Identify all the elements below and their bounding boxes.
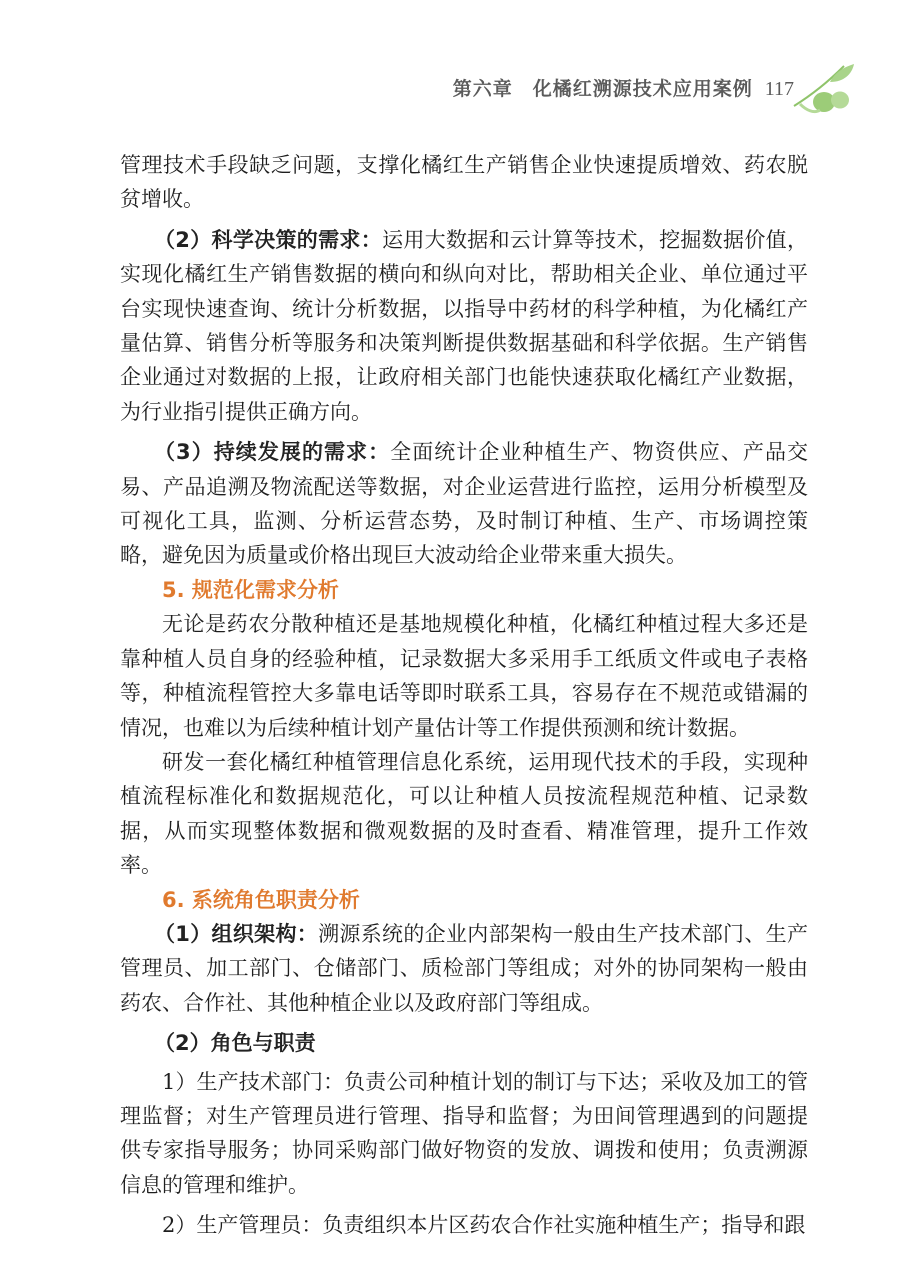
paragraph: 1）生产技术部门：负责公司种植计划的制订与下达；采收及加工的管理监督；对生产管理员进行管理、指导和监督；为田间管理遇到的问题提供专家指导服务；协同采购部门做好物资的发放、调拨和使用；负责溯源信息的管理和维护。 <box>120 1069 808 1197</box>
paragraph <box>120 1026 808 1060</box>
page-number: 117 <box>764 78 794 100</box>
paragraph: 无论是药农分散种植还是基地规模化种植，化橘红种植过程大多还是靠种植人员自身的经验种植，记录数据大多采用手工纸质文件或电子表格等，种植流程管控大多靠电话等即时联系工具，容易存在不规范或错漏的情况，也难以为后续种植计划产量估计等工作提供预测和统计数据。 <box>120 612 808 740</box>
paragraph-lead: （3）持续发展的需求： <box>154 440 391 465</box>
paragraph-lead: （2）科学决策的需求： <box>154 227 383 252</box>
paragraph: （3）持续发展的需求：全面统计企业种植生产、物资供应、产品交易、产品追溯及物流配送等数据，对企业运营进行监控，运用分析模型及可视化工具，监测、分析运营态势，及时制订种植、生产、市场调控策略，避免因为质量或价格出现巨大波动给企业带来重大损失。 <box>120 440 808 568</box>
running-header <box>453 74 794 104</box>
leaf-decoration-icon <box>786 60 860 124</box>
paragraph: 2）生产管理员：负责组织本片区药农合作社实施种植生产；指导和跟 <box>162 1213 806 1238</box>
paragraph: （2）科学决策的需求：运用大数据和云计算等技术，挖掘数据价值，实现化橘红生产销售数据的横向和纵向对比，帮助相关企业、单位通过平台实现快速查询、统计分析数据，以指导中药材的科学种植，为化橘红产量估算、销售分析等服务和决策判断提供数据基础和科学依据。生产销售企业通过对数据的上报，让政府相关部门也能快速获取化橘红产业数据，为行业指引提供正确方向。 <box>120 227 808 424</box>
paragraph-lead: （2）角色与职责 <box>154 1031 316 1056</box>
chapter-title: 第六章 化橘红溯源技术应用案例 <box>452 78 753 100</box>
paragraph: 研发一套化橘红种植管理信息化系统，运用现代技术的手段，实现种植流程标准化和数据规范化，可以让种植人员按流程规范种植、记录数据，从而实现整体数据和微观数据的及时查看、精准管理，提升工作效率。 <box>120 749 808 878</box>
section-heading: 6. 系统角色职责分析 <box>162 887 360 912</box>
page-body <box>120 148 808 1243</box>
section-heading: 5. 规范化需求分析 <box>162 577 339 602</box>
paragraph-lead: （1）组织架构： <box>154 921 319 946</box>
paragraph: （1）组织架构：溯源系统的企业内部架构一般由生产技术部门、生产管理员、加工部门、仓储部门、质检部门等组成；对外的协同架构一般由药农、合作社、其他种植企业以及政府部门等组成。 <box>120 921 808 1015</box>
paragraph: 管理技术手段缺乏问题，支撑化橘红生产销售企业快速提质增效、药农脱贫增收。 <box>120 153 808 212</box>
